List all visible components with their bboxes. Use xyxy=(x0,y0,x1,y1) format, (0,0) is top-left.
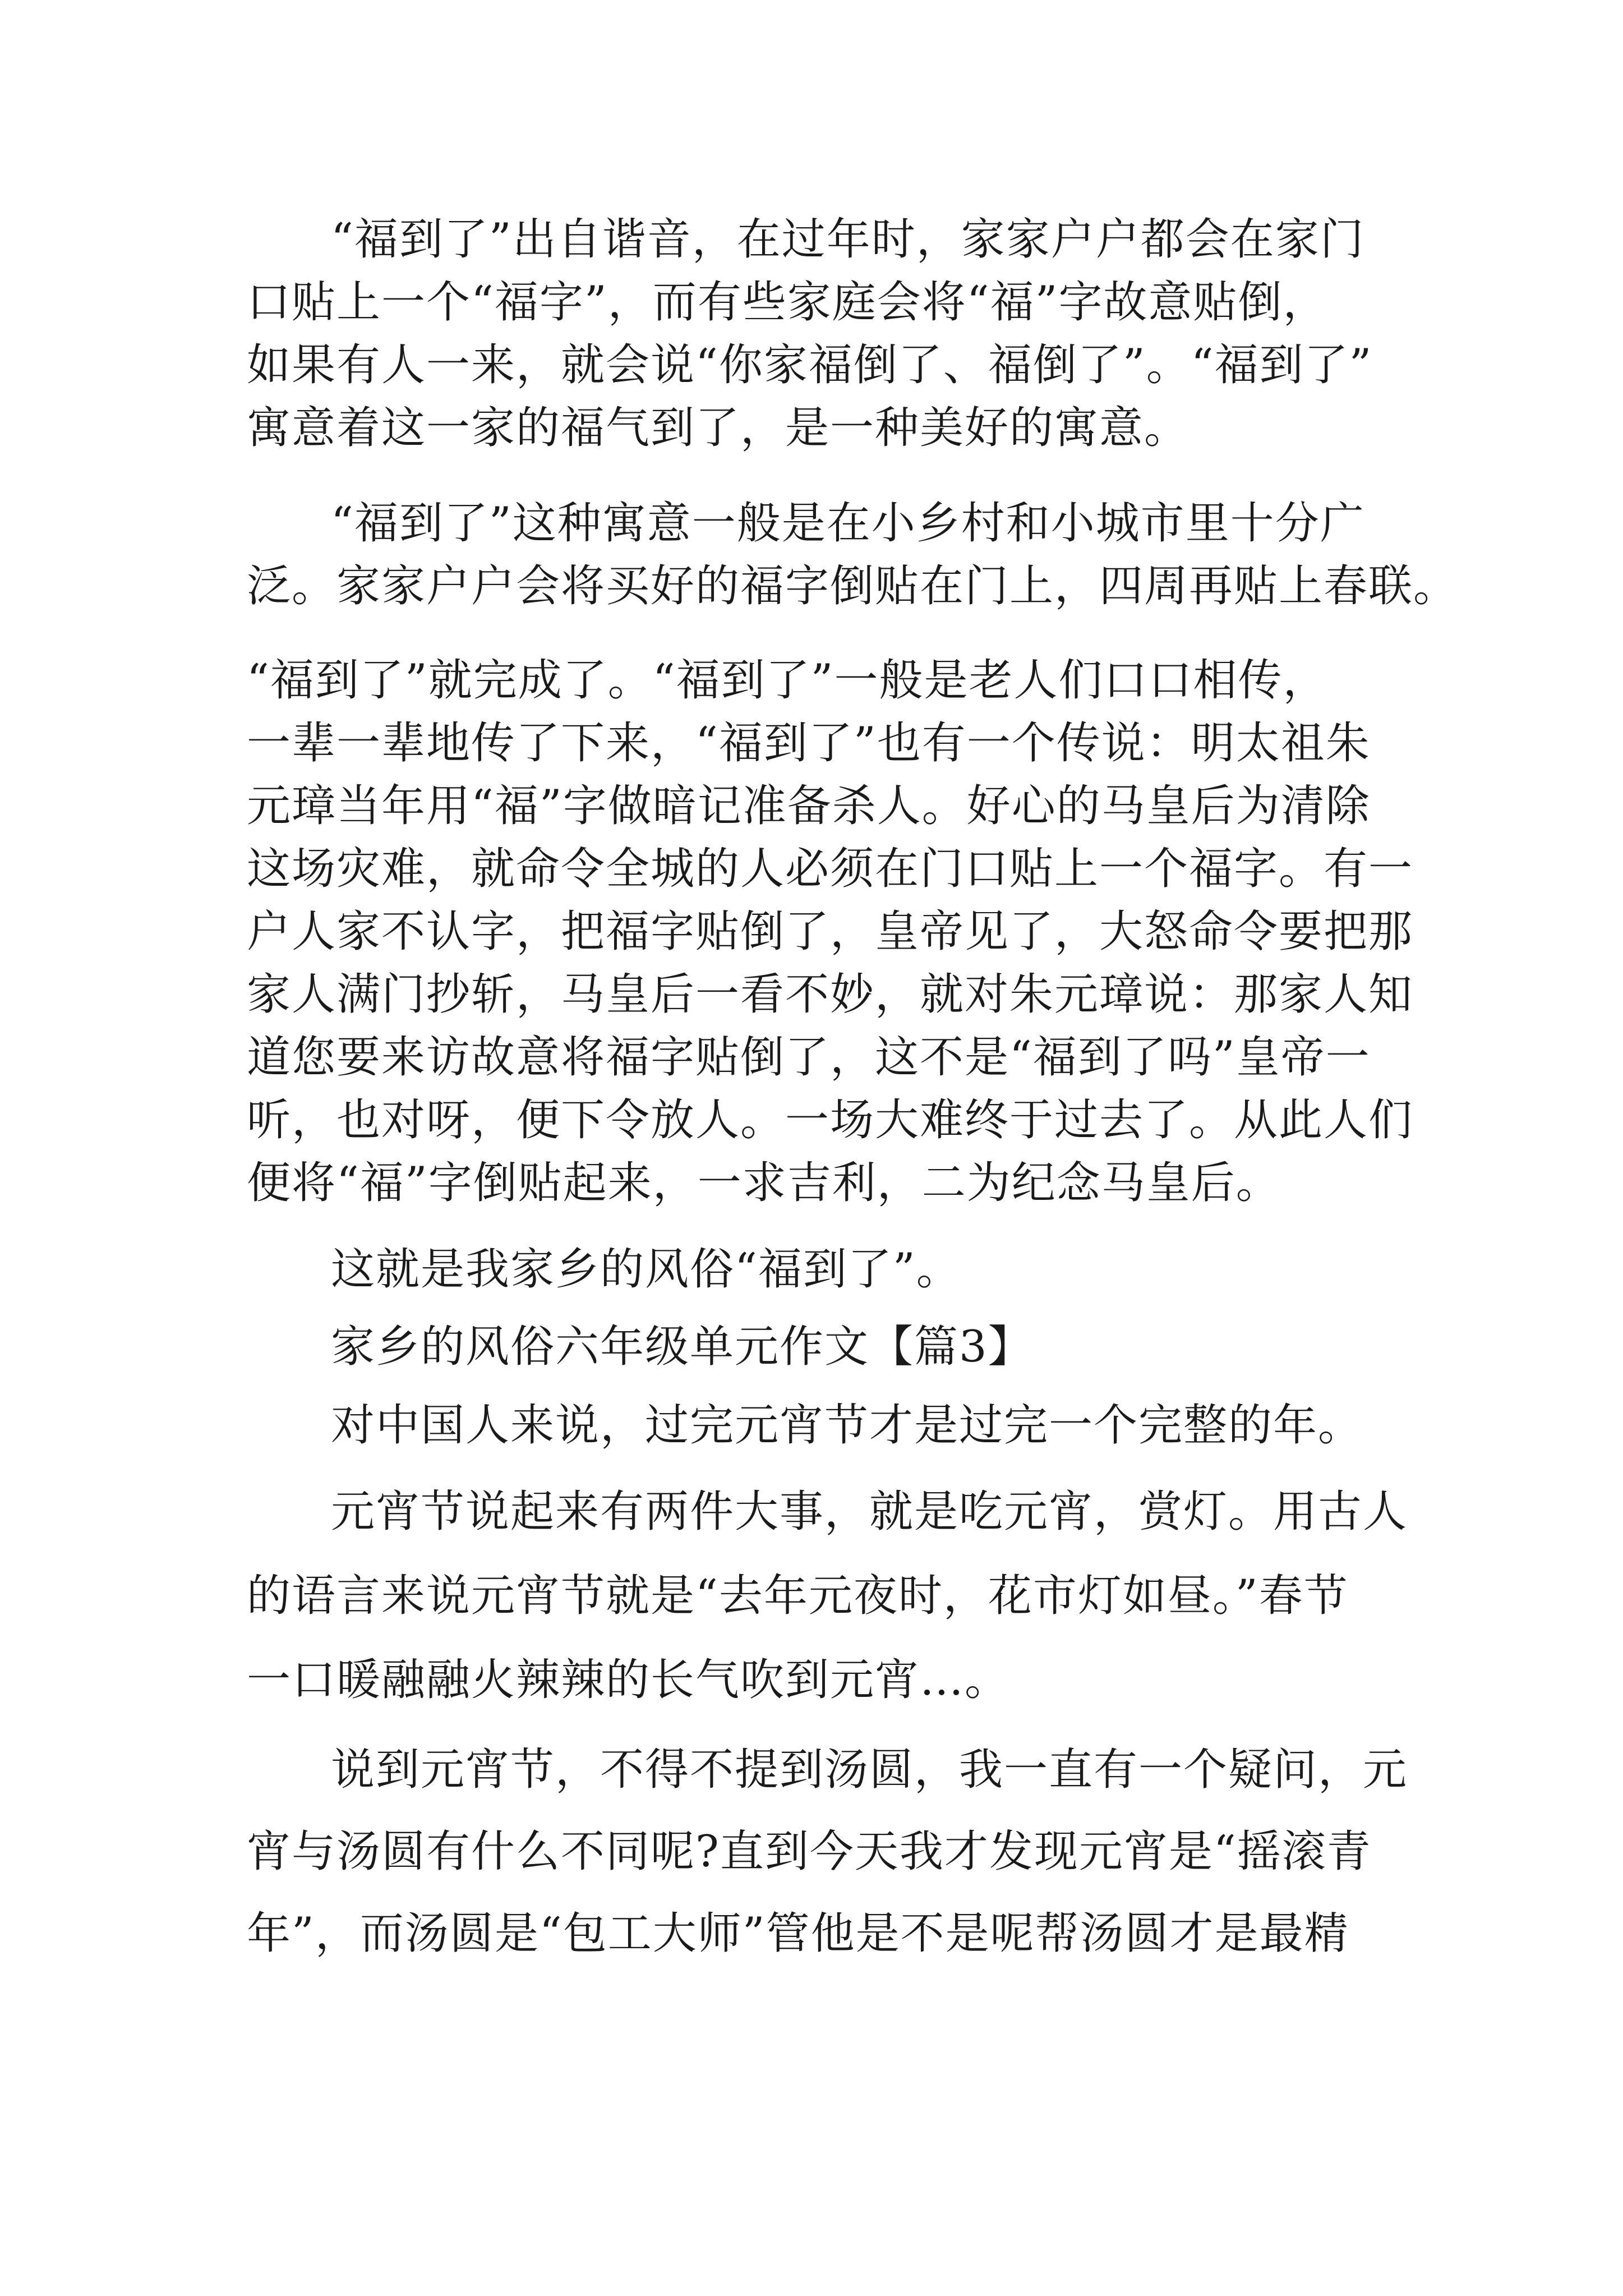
paragraph-2-line-10: 听，也对呀，便下令放人。一场大难终于过去了。从此人们 xyxy=(247,1095,1414,1145)
paragraph-1-line-1: “福到了”出自谐音，在过年时，家家户户都会在家门 xyxy=(331,214,1365,265)
paragraph-3-line-1: 这就是我家乡的风俗“福到了”。 xyxy=(331,1244,961,1295)
paragraph-2-line-5: 元璋当年用“福”字做暗记准备杀人。好心的马皇后为清除 xyxy=(247,781,1371,831)
paragraph-2-line-6: 这场灾难，就命令全城的人必须在门口贴上一个福字。有一 xyxy=(247,844,1414,894)
paragraph-5-line-2: 的语言来说元宵节就是“去年元夜时，花市灯如昼。”春节 xyxy=(247,1571,1349,1621)
paragraph-2-line-9: 道您要来访故意将福字贴倒了，这不是“福到了吗”皇帝一 xyxy=(247,1032,1371,1083)
paragraph-2-line-7: 户人家不认字，把福字贴倒了，皇帝见了，大怒命令要把那 xyxy=(247,907,1414,957)
paragraph-2-line-3: “福到了”就完成了。“福到了”一般是老人们口口相传， xyxy=(247,655,1328,706)
paragraph-2-line-2: 泛。家家户户会将买好的福字倒贴在门上，四周再贴上春联。 xyxy=(247,561,1459,611)
paragraph-6-line-1: 说到元宵节，不得不提到汤圆，我一直有一个疑问，元 xyxy=(331,1745,1408,1795)
paragraph-5-line-3: 一口暖融融火辣辣的长气吹到元宵…。 xyxy=(247,1655,1010,1705)
paragraph-4-line-1: 对中国人来说，过完元宵节才是过完一个完整的年。 xyxy=(331,1400,1363,1451)
paragraph-2-line-4: 一辈一辈地传了下来，“福到了”也有一个传说：明太祖朱 xyxy=(247,718,1371,769)
paragraph-1-line-4: 寓意着这一家的福气到了，是一种美好的寓意。 xyxy=(247,403,1189,453)
paragraph-2-line-8: 家人满门抄斩，马皇后一看不妙，就对朱元璋说：那家人知 xyxy=(247,969,1414,1020)
paragraph-6-line-2: 宵与汤圆有什么不同呢?直到今天我才发现元宵是“摇滚青 xyxy=(247,1826,1372,1877)
paragraph-2-line-1: “福到了”这种寓意一般是在小乡村和小城市里十分广 xyxy=(331,498,1365,549)
section-heading-3: 家乡的风俗六年级单元作文【篇3】 xyxy=(331,1322,1033,1372)
paragraph-1-line-2: 口贴上一个“福字”，而有些家庭会将“福”字故意贴倒， xyxy=(247,277,1328,328)
paragraph-6-line-3: 年”，而汤圆是“包工大师”管他是不是呢帮汤圆才是最精 xyxy=(247,1908,1349,1959)
paragraph-2-line-11: 便将“福”字倒贴起来，一求吉利，二为纪念马皇后。 xyxy=(247,1158,1281,1208)
paragraph-5-line-1: 元宵节说起来有两件大事，就是吃元宵，赏灯。用古人 xyxy=(331,1487,1408,1537)
paragraph-1-line-3: 如果有人一来，就会说“你家福倒了、福倒了”。“福到了” xyxy=(247,340,1373,390)
